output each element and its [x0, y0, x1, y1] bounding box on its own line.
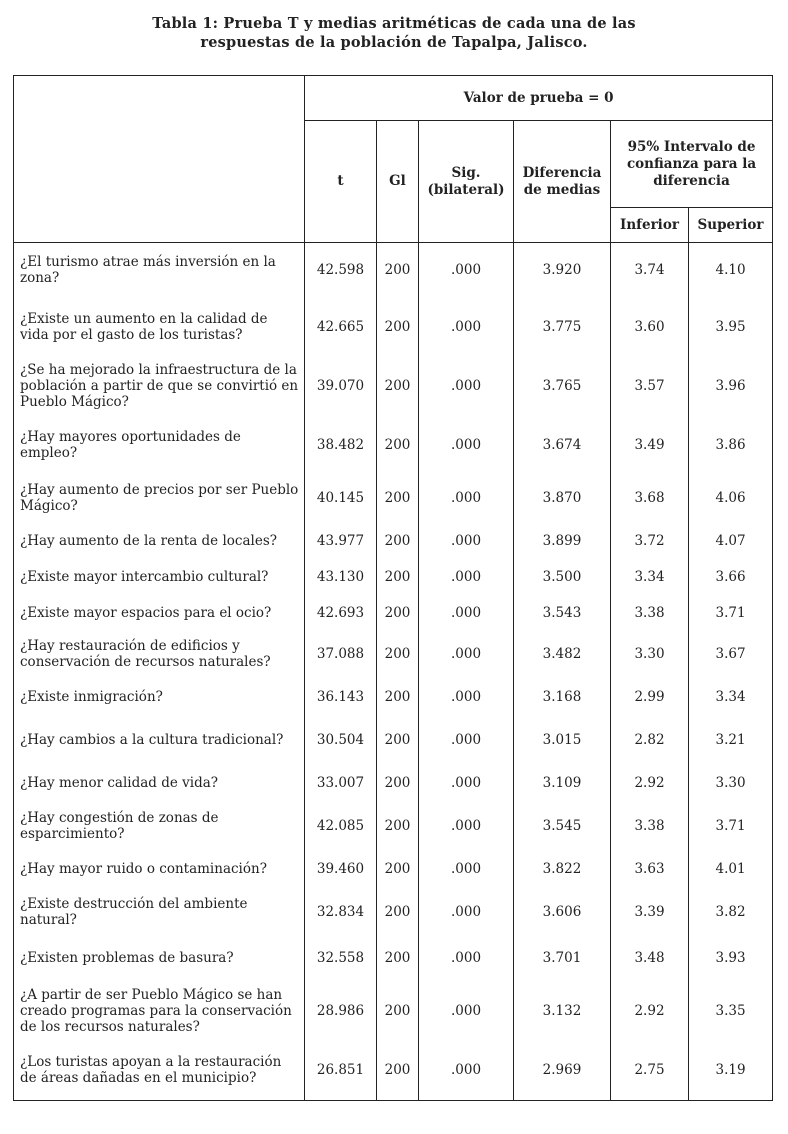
t-cell: 43.977 — [305, 522, 377, 561]
mean-difference-cell: 3.606 — [514, 891, 611, 934]
sig-cell: .000 — [419, 676, 514, 719]
table-row — [14, 243, 773, 298]
lower-cell: 3.68 — [611, 474, 689, 522]
upper-cell: 3.66 — [689, 561, 773, 594]
sig-cell: .000 — [419, 891, 514, 934]
gl-cell: 200 — [377, 594, 419, 633]
header-lower: Inferior — [611, 208, 689, 243]
mean-difference-cell: 3.775 — [514, 298, 611, 356]
mean-difference-cell: 3.765 — [514, 356, 611, 417]
sig-cell: .000 — [419, 719, 514, 762]
table-row — [14, 522, 773, 561]
lower-cell: 3.63 — [611, 848, 689, 891]
t-cell: 40.145 — [305, 474, 377, 522]
upper-cell: 3.19 — [689, 1041, 773, 1101]
mean-difference-cell: 3.822 — [514, 848, 611, 891]
mean-difference-cell: 3.545 — [514, 805, 611, 848]
header-upper: Superior — [689, 208, 773, 243]
header-t: t — [305, 121, 377, 243]
table-row — [14, 762, 773, 805]
t-cell: 33.007 — [305, 762, 377, 805]
t-cell: 38.482 — [305, 417, 377, 474]
sig-cell: .000 — [419, 417, 514, 474]
t-cell: 37.088 — [305, 633, 377, 676]
lower-cell: 2.82 — [611, 719, 689, 762]
upper-cell: 3.82 — [689, 891, 773, 934]
mean-difference-cell: 3.920 — [514, 243, 611, 298]
t-test-table — [13, 75, 773, 1101]
sig-cell: .000 — [419, 762, 514, 805]
lower-cell: 3.72 — [611, 522, 689, 561]
question-cell: ¿Hay aumento de la renta de locales? — [14, 522, 305, 561]
sig-cell: .000 — [419, 356, 514, 417]
upper-cell: 3.21 — [689, 719, 773, 762]
gl-cell: 200 — [377, 243, 419, 298]
mean-difference-cell: 3.701 — [514, 934, 611, 982]
table-row — [14, 1041, 773, 1101]
lower-cell: 3.30 — [611, 633, 689, 676]
question-cell: ¿Hay restauración de edificios y conservación de recursos naturales? — [14, 633, 305, 676]
gl-cell: 200 — [377, 417, 419, 474]
upper-cell: 4.07 — [689, 522, 773, 561]
mean-difference-cell: 3.482 — [514, 633, 611, 676]
table-row — [14, 934, 773, 982]
sig-cell: .000 — [419, 805, 514, 848]
question-cell: ¿Hay mayores oportunidades de empleo? — [14, 417, 305, 474]
upper-cell: 3.71 — [689, 805, 773, 848]
table-row — [14, 298, 773, 356]
header-sig: Sig. (bilateral) — [419, 121, 514, 243]
t-cell: 43.130 — [305, 561, 377, 594]
gl-cell: 200 — [377, 848, 419, 891]
table-row — [14, 676, 773, 719]
upper-cell: 3.93 — [689, 934, 773, 982]
gl-cell: 200 — [377, 474, 419, 522]
sig-cell: .000 — [419, 1041, 514, 1101]
upper-cell: 4.10 — [689, 243, 773, 298]
lower-cell: 3.57 — [611, 356, 689, 417]
sig-cell: .000 — [419, 633, 514, 676]
sig-cell: .000 — [419, 522, 514, 561]
gl-cell: 200 — [377, 633, 419, 676]
gl-cell: 200 — [377, 805, 419, 848]
question-cell: ¿Los turistas apoyan a la restauración de áreas dañadas en el municipio? — [14, 1041, 305, 1101]
title-line-1: Tabla 1: Prueba T y medias aritméticas de cada una de las — [152, 15, 636, 32]
gl-cell: 200 — [377, 719, 419, 762]
t-cell: 28.986 — [305, 982, 377, 1041]
question-cell: ¿Existe mayor intercambio cultural? — [14, 561, 305, 594]
header-test-value: Valor de prueba = 0 — [305, 76, 773, 121]
lower-cell: 3.34 — [611, 561, 689, 594]
lower-cell: 2.92 — [611, 762, 689, 805]
table-row — [14, 805, 773, 848]
sig-cell: .000 — [419, 474, 514, 522]
upper-cell: 3.34 — [689, 676, 773, 719]
sig-cell: .000 — [419, 298, 514, 356]
table-row — [14, 561, 773, 594]
table-row — [14, 417, 773, 474]
gl-cell: 200 — [377, 298, 419, 356]
lower-cell: 3.39 — [611, 891, 689, 934]
question-cell: ¿Hay menor calidad de vida? — [14, 762, 305, 805]
table-row — [14, 848, 773, 891]
question-cell: ¿Hay aumento de precios por ser Pueblo Mágico? — [14, 474, 305, 522]
upper-cell: 4.01 — [689, 848, 773, 891]
t-cell: 39.460 — [305, 848, 377, 891]
upper-cell: 3.95 — [689, 298, 773, 356]
mean-difference-cell: 3.109 — [514, 762, 611, 805]
mean-difference-cell: 3.015 — [514, 719, 611, 762]
upper-cell: 3.35 — [689, 982, 773, 1041]
gl-cell: 200 — [377, 891, 419, 934]
upper-cell: 3.67 — [689, 633, 773, 676]
gl-cell: 200 — [377, 522, 419, 561]
mean-difference-cell: 3.132 — [514, 982, 611, 1041]
upper-cell: 3.71 — [689, 594, 773, 633]
question-cell: ¿Se ha mejorado la infraestructura de la población a partir de que se convirtió en Pueblo Mágico? — [14, 356, 305, 417]
table-title — [0, 14, 788, 52]
lower-cell: 2.99 — [611, 676, 689, 719]
question-cell: ¿Hay cambios a la cultura tradicional? — [14, 719, 305, 762]
t-cell: 32.834 — [305, 891, 377, 934]
upper-cell: 4.06 — [689, 474, 773, 522]
mean-difference-cell: 3.870 — [514, 474, 611, 522]
gl-cell: 200 — [377, 356, 419, 417]
question-cell: ¿El turismo atrae más inversión en la zona? — [14, 243, 305, 298]
question-cell: ¿Hay congestión de zonas de esparcimiento? — [14, 805, 305, 848]
t-cell: 42.665 — [305, 298, 377, 356]
gl-cell: 200 — [377, 1041, 419, 1101]
t-cell: 36.143 — [305, 676, 377, 719]
table-row — [14, 474, 773, 522]
sig-cell: .000 — [419, 982, 514, 1041]
table-row — [14, 719, 773, 762]
mean-difference-cell: 3.899 — [514, 522, 611, 561]
t-cell: 42.085 — [305, 805, 377, 848]
table-row — [14, 356, 773, 417]
upper-cell: 3.86 — [689, 417, 773, 474]
t-cell: 42.693 — [305, 594, 377, 633]
header-confidence-interval: 95% Intervalo de confianza para la diferencia — [611, 121, 773, 208]
mean-difference-cell: 3.500 — [514, 561, 611, 594]
sig-cell: .000 — [419, 243, 514, 298]
lower-cell: 3.74 — [611, 243, 689, 298]
lower-cell: 2.92 — [611, 982, 689, 1041]
upper-cell: 3.30 — [689, 762, 773, 805]
lower-cell: 2.75 — [611, 1041, 689, 1101]
sig-cell: .000 — [419, 934, 514, 982]
gl-cell: 200 — [377, 676, 419, 719]
gl-cell: 200 — [377, 982, 419, 1041]
gl-cell: 200 — [377, 762, 419, 805]
t-cell: 39.070 — [305, 356, 377, 417]
lower-cell: 3.48 — [611, 934, 689, 982]
mean-difference-cell: 3.543 — [514, 594, 611, 633]
question-cell: ¿Existe un aumento en la calidad de vida por el gasto de los turistas? — [14, 298, 305, 356]
table-row — [14, 982, 773, 1041]
question-cell: ¿Existen problemas de basura? — [14, 934, 305, 982]
question-cell: ¿A partir de ser Pueblo Mágico se han creado programas para la conservación de los recursos naturales? — [14, 982, 305, 1041]
lower-cell: 3.49 — [611, 417, 689, 474]
question-cell: ¿Existe inmigración? — [14, 676, 305, 719]
sig-cell: .000 — [419, 848, 514, 891]
sig-cell: .000 — [419, 561, 514, 594]
gl-cell: 200 — [377, 934, 419, 982]
lower-cell: 3.60 — [611, 298, 689, 356]
mean-difference-cell: 3.168 — [514, 676, 611, 719]
sig-cell: .000 — [419, 594, 514, 633]
question-cell: ¿Existe destrucción del ambiente natural? — [14, 891, 305, 934]
upper-cell: 3.96 — [689, 356, 773, 417]
t-cell: 26.851 — [305, 1041, 377, 1101]
header-question-blank — [14, 76, 305, 243]
mean-difference-cell: 2.969 — [514, 1041, 611, 1101]
header-mean-difference: Diferencia de medias — [514, 121, 611, 243]
t-cell: 32.558 — [305, 934, 377, 982]
table-row — [14, 891, 773, 934]
t-cell: 30.504 — [305, 719, 377, 762]
table-row — [14, 594, 773, 633]
table-row — [14, 633, 773, 676]
question-cell: ¿Existe mayor espacios para el ocio? — [14, 594, 305, 633]
question-cell: ¿Hay mayor ruido o contaminación? — [14, 848, 305, 891]
gl-cell: 200 — [377, 561, 419, 594]
lower-cell: 3.38 — [611, 805, 689, 848]
lower-cell: 3.38 — [611, 594, 689, 633]
title-line-2: respuestas de la población de Tapalpa, Jalisco. — [200, 34, 588, 51]
t-cell: 42.598 — [305, 243, 377, 298]
mean-difference-cell: 3.674 — [514, 417, 611, 474]
header-gl: Gl — [377, 121, 419, 243]
